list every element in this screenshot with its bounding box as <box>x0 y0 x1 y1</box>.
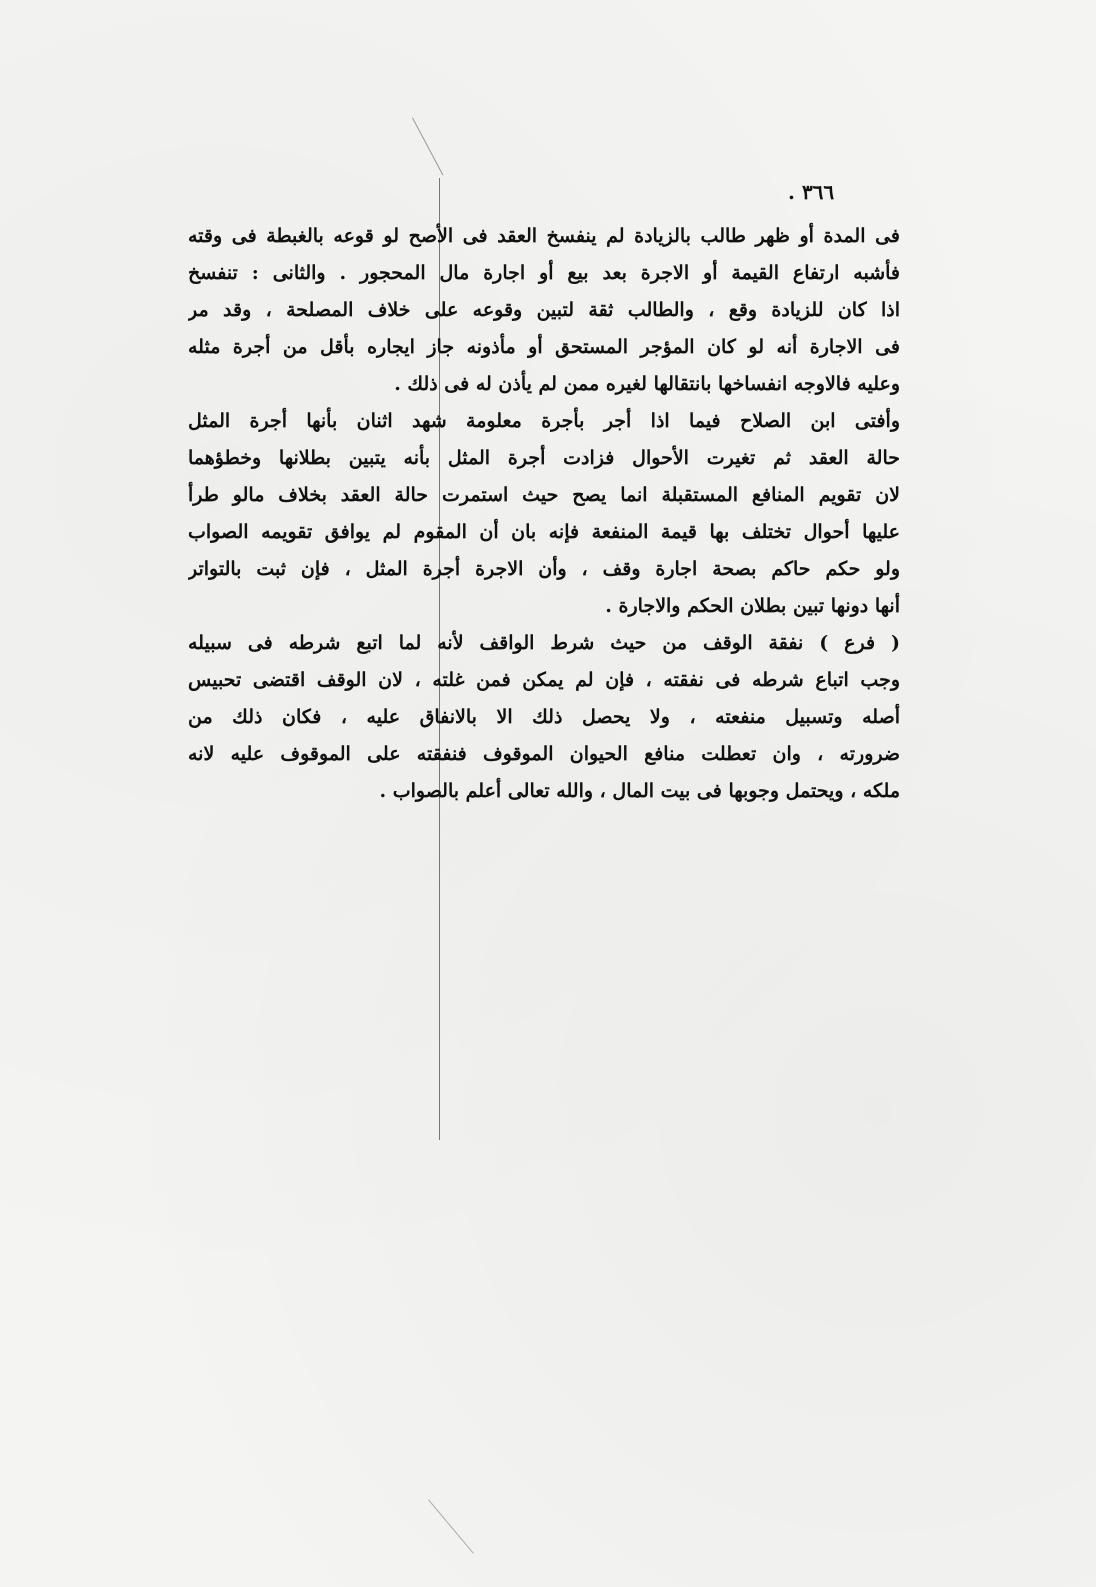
text-line: فأشبه ارتفاع القيمة أو الاجرة بعد بيع أو اجارة مال المحجور . والثانى : تنفسخ <box>188 262 900 284</box>
text-line: ولو حكم حاكم بصحة اجارة وقف ، وأن الاجرة أجرة المثل ، فإن ثبت بالتواتر <box>188 558 900 580</box>
text-line: أصله وتسبيل منفعته ، ولا يحصل ذلك الا بالانفاق عليه ، فكان ذلك من <box>188 706 900 728</box>
text-line: حالة العقد ثم تغيرت الأحوال فزادت أجرة المثل بأنه يتبين بطلانها وخطؤهما <box>188 447 900 469</box>
paragraph-2 <box>188 403 900 625</box>
paragraph-1 <box>188 218 900 403</box>
text-line: أنها دونها تبين بطلان الحكم والاجارة . <box>605 595 900 617</box>
text-line: فى الاجارة أنه لو كان المؤجر المستحق أو مأذونه جاز ايجاره بأقل من أجرة مثله <box>188 336 900 358</box>
text-line: فى المدة أو ظهر طالب بالزيادة لم ينفسخ العقد فى الأصح لو قوعه بالغبطة فى وقته <box>188 225 900 247</box>
text-line: ( فرع ) نفقة الوقف من حيث شرط الواقف لأنه لما اتبع شرطه فى سبيله <box>188 632 900 654</box>
body-text <box>188 218 900 810</box>
text-line: عليها أحوال تختلف بها قيمة المنفعة فإنه بان أن المقوم لم يوافق تقويمه الصواب <box>188 521 900 543</box>
text-line: ملكه ، ويحتمل وجوبها فى بيت المال ، والله تعالى أعلم بالصواب . <box>379 780 900 802</box>
text-line: وأفتى ابن الصلاح فيما اذا أجر بأجرة معلومة شهد اثنان بأنها أجرة المثل <box>188 410 900 432</box>
fold-mark-bottom <box>428 1499 474 1553</box>
text-line: اذا كان للزيادة وقع ، والطالب ثقة لتبين وقوعه على خلاف المصلحة ، وقد مر <box>188 299 900 321</box>
text-line: وعليه فالاوجه انفساخها بانتقالها لغيره ممن لم يأذن له فى ذلك . <box>394 373 900 395</box>
text-line: ضرورته ، وان تعطلت منافع الحيوان الموقوف فنفقته على الموقوف عليه لانه <box>188 743 900 765</box>
page-number: ٣٦٦ . <box>788 180 835 204</box>
fold-mark-top <box>412 118 443 176</box>
text-line: لان تقويم المنافع المستقبلة انما يصح حيث استمرت حالة العقد بخلاف مالو طرأ <box>188 484 900 506</box>
paragraph-3 <box>188 625 900 810</box>
text-line: وجب اتباع شرطه فى نفقته ، فإن لم يمكن فمن غلته ، لان الوقف اقتضى تحبيس <box>188 669 900 691</box>
